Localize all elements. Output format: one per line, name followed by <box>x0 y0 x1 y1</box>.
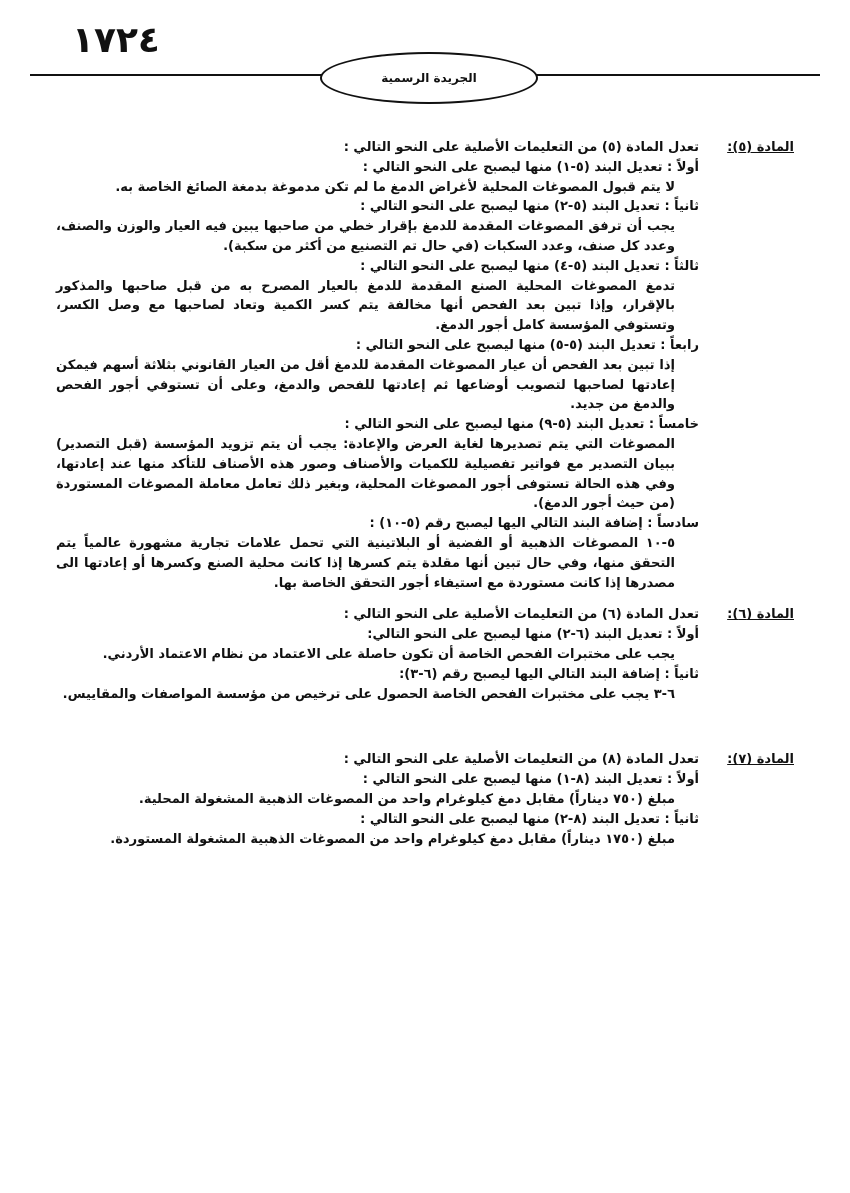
item-text: يجب أن ترفق المصوغات المقدمة للدمغ بإقرار خطي من صاحبها يبين فيه العيار والوزن والصنف، وعدد كل صنف، وعدد السكبات (في حال تم التصنيع من أكثر من سكبة). <box>56 219 675 254</box>
article-7 <box>56 750 794 849</box>
page-number: ١٧٢٤ <box>72 20 160 61</box>
article-6 <box>56 605 794 704</box>
article-item <box>56 665 699 705</box>
article-heading <box>56 138 794 158</box>
article-item <box>56 197 699 256</box>
document-body <box>56 138 794 849</box>
item-text: يجب على مختبرات الفحص الخاصة أن تكون حاصلة على الاعتماد من نظام الاعتماد الأردني. <box>102 646 675 662</box>
item-title: ثانياً : إضافة البند التالي اليها ليصبح رقم (٦-٣): <box>399 666 699 682</box>
item-title: ثانياً : تعديل البند (٨-٢) منها ليصبح على النحو التالي : <box>360 811 699 827</box>
item-text: لا يتم قبول المصوغات المحلية لأغراض الدمغ ما لم تكن مدموغة بدمغة الصائغ الخاصة به. <box>115 179 675 195</box>
article-label: المادة (٥): <box>727 140 794 155</box>
item-title: ثالثاً : تعديل البند (٥-٤) منها ليصبح على النحو التالي : <box>360 258 699 274</box>
article-item <box>56 415 699 514</box>
item-text: مبلغ (١٧٥٠ ديناراً) مقابل دمغ كيلوغرام واحد من المصوغات الذهبية المشغولة المستوردة. <box>110 831 675 847</box>
item-title: أولاً : تعديل البند (٨-١) منها ليصبح على النحو التالي : <box>362 772 699 788</box>
article-item <box>56 514 699 593</box>
article-item <box>56 810 699 850</box>
item-text: المصوغات التي يتم تصديرها لغاية العرض والإعادة: يجب أن يتم تزويد المؤسسة (قبل التصدير) ببيان التصدير مع فواتير تفصيلية للكميات والأصناف وصور هذه الأصناف للتأكد منها عند إعادتها، وفي هذه الحالة تستوفى أجور المصوغات المحلية، وبغير ذلك تعامل معاملة المصوغات المستوردة (من حيث أجور الدمغ). <box>56 436 675 512</box>
article-item <box>56 257 699 336</box>
item-title: خامساً : تعديل البند (٥-٩) منها ليصبح على النحو التالي : <box>344 417 699 433</box>
article-item <box>56 336 699 415</box>
article-item <box>56 625 699 665</box>
article-label: المادة (٧): <box>727 752 794 768</box>
gazette-title-oval <box>320 52 538 104</box>
gazette-title: الجريدة الرسمية <box>381 71 477 85</box>
article-5 <box>56 138 794 593</box>
article-label: المادة (٦): <box>727 607 794 623</box>
item-title: سادساً : إضافة البند التالي اليها ليصبح رقم (٥-١٠) : <box>369 516 699 532</box>
item-text: تدمغ المصوغات المحلية الصنع المقدمة للدمغ بالعيار المصرح به من قبل صاحبها والمذكور بالإقرار، وإذا تبين بعد الفحص أنها مخالفة يتم كسر الكمية وتعاد لصاحبها مع وصل الكسر، وتستوفي المؤسسة كامل أجور الدمغ. <box>56 278 675 334</box>
article-intro: تعدل المادة (٦) من التعليمات الأصلية على النحو التالي : <box>343 607 699 623</box>
article-heading <box>56 750 794 770</box>
item-text: ٥-١٠ المصوغات الذهبية أو الفضية أو البلاتينية التي تحمل علامات تجارية مشهورة عالمياً يتم التحقق منها، وفي حال تبين أنها مقلدة يتم كسرها إذا كانت محلية الصنع وكسرها أو إعادتها الى مصدرها إذا كانت مستوردة مع استيفاء أجور التحقق الخاصة بها. <box>56 535 675 591</box>
item-title: أولاً : تعديل البند (٦-٢) منها ليصبح على النحو التالي: <box>367 627 699 643</box>
article-heading <box>56 605 794 625</box>
item-text: ٦-٣ يجب على مختبرات الفحص الخاصة الحصول على ترخيص من مؤسسة المواصفات والمقاييس. <box>62 686 675 702</box>
item-title: ثانياً : تعديل البند (٥-٢) منها ليصبح على النحو التالي : <box>360 199 699 215</box>
item-title: أولاً : تعديل البند (٥-١) منها ليصبح على النحو التالي : <box>362 159 699 175</box>
article-intro: تعدل المادة (٨) من التعليمات الأصلية على النحو التالي : <box>343 752 699 768</box>
item-text: إذا تبين بعد الفحص أن عيار المصوغات المقدمة للدمغ أقل من العيار القانوني بثلاثة أسهم فيمكن إعادتها لصاحبها لتصويب أوضاعها ثم إعادتها للفحص والدمغ، وعلى أن تستوفي أجور الفحص والدمغ من جديد. <box>56 357 675 413</box>
article-item <box>56 158 699 198</box>
item-title: رابعاً : تعديل البند (٥-٥) منها ليصبح على النحو التالي : <box>355 337 699 353</box>
item-text: مبلغ (٧٥٠ ديناراً) مقابل دمغ كيلوغرام واحد من المصوغات الذهبية المشغولة المحلية. <box>138 791 675 807</box>
article-item <box>56 770 699 810</box>
article-intro: تعدل المادة (٥) من التعليمات الأصلية على النحو التالي : <box>343 140 699 155</box>
